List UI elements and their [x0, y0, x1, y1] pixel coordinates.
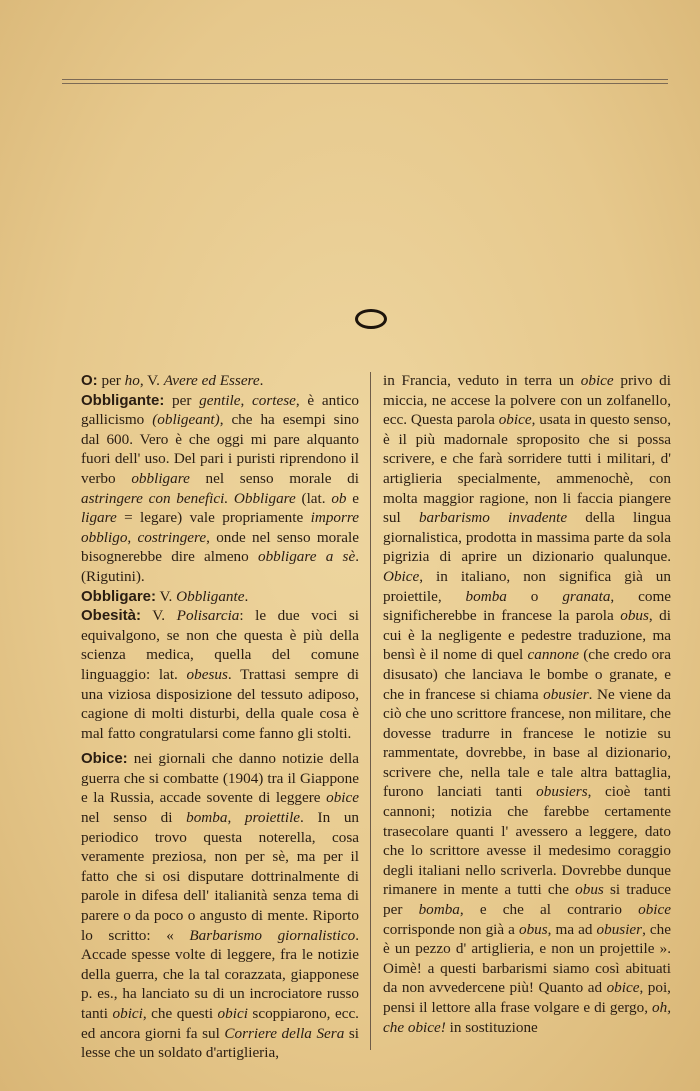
italic-text: obici [112, 1005, 143, 1022]
italic-text: obice [326, 789, 359, 807]
body-text: e [346, 489, 359, 507]
body-text: , che questi [142, 1005, 218, 1022]
left-entry [81, 749, 359, 1063]
body-text: privo di miccia, ne accese la polvere con un zolfanello, ecc. Questa parola [383, 372, 671, 429]
italic-text: Polisarcia [176, 607, 240, 625]
body-text: . (Rigutini). [81, 548, 359, 585]
body-text: corrisponde non già a [383, 920, 519, 938]
italic-text: obici [217, 1005, 248, 1022]
italic-text: obus [620, 607, 649, 625]
body-text: V. [141, 607, 177, 625]
italic-text: bomba [186, 809, 228, 827]
italic-text: obbligare a sè [257, 548, 356, 566]
italic-text: cortese [252, 391, 296, 409]
body-text: nei giornali che danno notizie della guerra che si combatte (1904) tra il Giappone e la Russia, accade sovente di leggere [81, 750, 359, 807]
body-text: , [227, 809, 245, 827]
italic-text: obesus [186, 665, 228, 683]
italic-text: obice [580, 372, 614, 389]
body-text: , V. [139, 372, 164, 389]
italic-text: obice [498, 411, 532, 429]
body-text: . Ne viene da ciò che uno scrittore francese, non militare, che dovesse tradurre in francese le notizie su rammentate, dovrebbe, in base al dizionario, scrivere che, nella tale e tale altra battaglia, furono lanciati tanti [383, 685, 672, 801]
body-text: , poi, pensi il lettore alla frase volgare e di gergo, [383, 979, 671, 1016]
body-text: , ma ad [547, 920, 597, 938]
entry-headword: O: [81, 372, 98, 389]
body-text: per [97, 372, 125, 389]
italic-text: costringere [137, 528, 207, 546]
body-text: , che ha esempi sino dal 600. Vero è che oggi mi pare alquanto fuori dell' uso. Del pari i puristi riprendono il verbo [81, 411, 359, 487]
body-text: (che credo ora disusato) che lanciava le bombe o granate, e che in francese si chiama [383, 646, 671, 703]
entry-headword: Obice: [81, 750, 128, 768]
body-text: , onde nel senso morale bisognerebbe dire almeno [81, 528, 360, 566]
body-text: si lesse che un soldato d'artiglieria, [81, 1024, 359, 1062]
italic-text: Barbarismo giornalistico [189, 926, 356, 944]
body-text: , e che al contrario [459, 901, 639, 919]
left-entry [81, 371, 359, 391]
body-text: . [244, 587, 249, 605]
body-text: = legare) vale propriamente [116, 509, 311, 527]
body-text: nel senso di [81, 809, 187, 827]
body-text: si traduce per [383, 881, 671, 919]
italic-text: obusier [596, 920, 643, 938]
body-text: scoppiarono, ecc. ed ancora giorni fa sul [81, 1005, 359, 1042]
left-column [81, 371, 359, 1063]
italic-text: astringere con benefici. Obbligare [81, 489, 296, 507]
body-text: , che è un pezzo d' artiglieria, e non un projettile ». Oimè! a questi barbarismi siamo così abituati da non avvedercene più! Quanto ad [383, 920, 671, 997]
right-entry [383, 371, 671, 1037]
body-text: o [506, 587, 563, 605]
italic-text: gentile [199, 391, 241, 409]
top-rule-double [62, 83, 668, 84]
left-entry [81, 606, 359, 743]
body-text: : le due voci si equivalgono, se non che questa è più della scienza medica, quella del comune linguaggio: lat. [81, 607, 360, 683]
italic-text: Avere ed Essere [163, 372, 260, 389]
body-text: , di cui è la negligente e pedestre traduzione, ma bensì è il nome di quel [383, 607, 671, 664]
italic-text: obbligare [131, 469, 190, 487]
body-text: . Accade spesse volte di leggere, fra le notizie della guerra, che la tal corazzata, giapponese p. es., ha lanciato su di un incrociatore russo tanti [81, 926, 360, 1022]
italic-text: ligare [81, 509, 117, 527]
italic-text: proiettile [244, 809, 301, 827]
entry-headword: Obbligare: [81, 587, 157, 605]
italic-text: cannone [527, 646, 579, 664]
italic-text: barbarismo invadente [418, 509, 568, 527]
body-text: nel senso morale di [189, 469, 359, 487]
body-text: . [259, 372, 264, 389]
italic-text: Corriere della Sera [224, 1024, 345, 1042]
body-text: , è antico gallicismo [81, 391, 359, 429]
italic-text: (obligeant) [152, 411, 220, 429]
body-text: V. [156, 587, 177, 605]
top-rule [62, 79, 668, 80]
italic-text: oh, che obice! [383, 999, 671, 1036]
italic-text: bomba [418, 901, 460, 919]
body-text: , come significherebbe in francese la parola [383, 587, 672, 625]
body-text: , [240, 391, 253, 409]
italic-text: ob [331, 489, 347, 507]
body-text: in Francia, veduto in terra un [383, 372, 581, 389]
italic-text: obice [638, 901, 671, 919]
entry-headword: Obesità: [81, 607, 142, 625]
body-text: . In un periodico trovo questa noterella, cosa veramente preziosa, non per sè, ma per il fatto che si osi disputare dottrinalmente di parole in difesa dell' italianità senza tema di parere o da poco o angusto di mente. Riporto lo scritto: « [81, 809, 360, 944]
body-text: della lingua giornalistica, prodotta in massima parte da sola pigrizia di aprire un dizionario qualunque. [383, 509, 671, 566]
italic-text: obusiers [536, 783, 588, 801]
body-text: (lat. [295, 489, 332, 507]
section-letter-o [355, 309, 387, 329]
entry-headword: Obbligante: [81, 391, 165, 409]
italic-text: ho [124, 372, 140, 389]
italic-text: Obbligante [176, 587, 245, 605]
body-text: per [164, 391, 200, 409]
body-text: , usata in questo senso, è il più madornale sproposito che si possa scrivere, e che farà sorridere tutti i militari, d' artiglieria specialmente, ammenochè, con molta maggior ragione, non li faccia piangere sul [383, 411, 672, 527]
italic-text: obus [575, 881, 604, 899]
left-entry [81, 391, 359, 587]
left-entry [81, 587, 359, 607]
column-divider [370, 372, 371, 1050]
italic-text: obusier [543, 685, 589, 703]
italic-text: imporre obbligo [81, 509, 359, 546]
body-text: , in italiano, non significa già un proiettile, [383, 567, 671, 605]
italic-text: obus [518, 920, 548, 938]
body-text: , [127, 528, 138, 546]
italic-text: bomba [465, 587, 507, 605]
italic-text: granata [562, 587, 611, 605]
body-text: in sostituzione [445, 1018, 538, 1036]
italic-text: obice [606, 979, 640, 997]
body-text: , cioè tanti cannoni; notizia che farebbe certamente trasecolare quanti l' avessero a leggere, dato che lo scrittore avesse il medesimo coraggio degli italiani nello scriverla. Dovrebbe dunque rimanere in mente a tutti che [383, 783, 671, 899]
body-text: . Trattasi sempre di una viziosa disposizione del tessuto adiposo, cagione di molti disturbi, della quale cosa è mal fatto congratularsi come fanno gli stolti. [81, 665, 359, 742]
right-column [383, 371, 671, 1037]
italic-text: Obice [383, 567, 420, 585]
